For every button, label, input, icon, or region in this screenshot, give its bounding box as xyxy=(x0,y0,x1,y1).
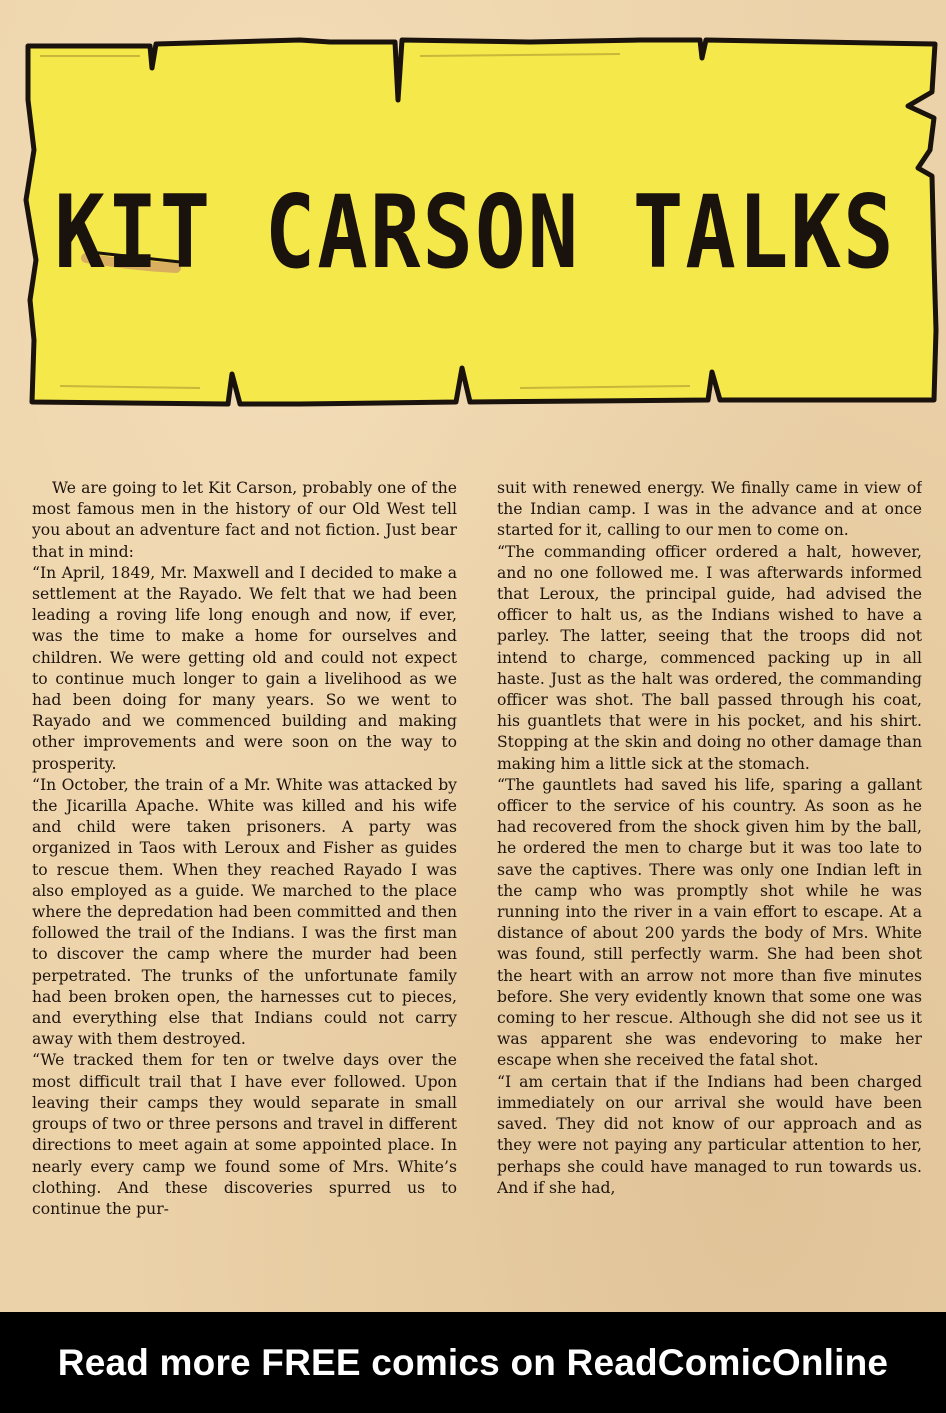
footer-text: Read more FREE comics on ReadComicOnline xyxy=(57,1341,889,1383)
page-title: KIT CARSON TALKS xyxy=(54,173,896,291)
left-column xyxy=(32,478,457,1306)
wooden-title-sign xyxy=(0,0,946,420)
paragraph: “We tracked them for ten or twelve days over the most difficult trail that I have ever followed. Upon leaving their camps they would separate in small groups of two or three persons and travel in different directions to meet again at some appointed place. In nearly every camp we found some of Mrs. White’s clothing. And these discoveries spurred us to continue the pur- xyxy=(32,1051,457,1218)
paragraph: “The commanding officer ordered a halt, however, and no one followed me. I was afterwards informed that Leroux, the principal guide, had advised the officer to halt us, as the Indians wished to have a parley. The latter, seeing that the troops did not intend to charge, commenced packing up in all haste. Just as the halt was ordered, the commanding officer was shot. The ball passed through his coat, his guantlets that were in his pocket, and his shirt. Stopping at the skin and doing no other damage than making him a little sick at the stomach. xyxy=(497,542,922,773)
paragraph: “In October, the train of a Mr. White was attacked by the Jicarilla Apache. White was killed and his wife and child were taken prisoners. A party was organized in Taos with Leroux and Fisher as guides to rescue them. When they reached Rayado I was also employed as a guide. We marched to the place where the depredation had been committed and then followed the trail of the Indians. I was the first man to discover the camp where the murder had been perpetrated. The trunks of the unfortunate family had been broken open, the harnesses cut to pieces, and everything else that Indians could not carry away with them destroyed. xyxy=(32,775,457,1049)
paragraph: “In April, 1849, Mr. Maxwell and I decided to make a settlement at the Rayado. We felt that we had been leading a roving life long enough and now, if ever, was the time to make a home for ourselves and children. We were getting old and could not expect to continue much longer to gain a livelihood as we had been doing for many years. So we went to Rayado and we commenced building and making other improvements and were soon on the way to prosperity. xyxy=(32,563,457,773)
paragraph: “I am certain that if the Indians had been charged immediately on our arrival she would have been saved. They did not know of our approach and as they were not paying any particular attention to her, perhaps she could have managed to run towards us. And if she had, xyxy=(497,1072,922,1197)
paragraph: We are going to let Kit Carson, probably one of the most famous men in the history of our Old West tell you about an adventure fact and not fiction. Just bear that in mind: xyxy=(32,479,457,561)
paragraph: suit with renewed energy. We finally came in view of the Indian camp. I was in the advance and at once started for it, calling to our men to come on. xyxy=(497,479,922,540)
footer-banner xyxy=(0,1312,946,1413)
paragraph: “The gauntlets had saved his life, sparing a gallant officer to the service of his country. As soon as he had recovered from the shock given him by the ball, he ordered the men to charge but it was too late to save the captives. There was only one Indian left in the camp who was promptly shot while he was running into the river in a vain effort to escape. At a distance of about 200 yards the body of Mrs. White was found, still perfectly warm. She had been shot the heart with an arrow not more than five minutes before. She very evidently known that some one was coming to her rescue. Although she did not see us it was apparent she was endevoring to make her escape when she received the fatal shot. xyxy=(497,775,922,1070)
right-column xyxy=(497,478,922,1306)
article-body xyxy=(32,478,922,1306)
